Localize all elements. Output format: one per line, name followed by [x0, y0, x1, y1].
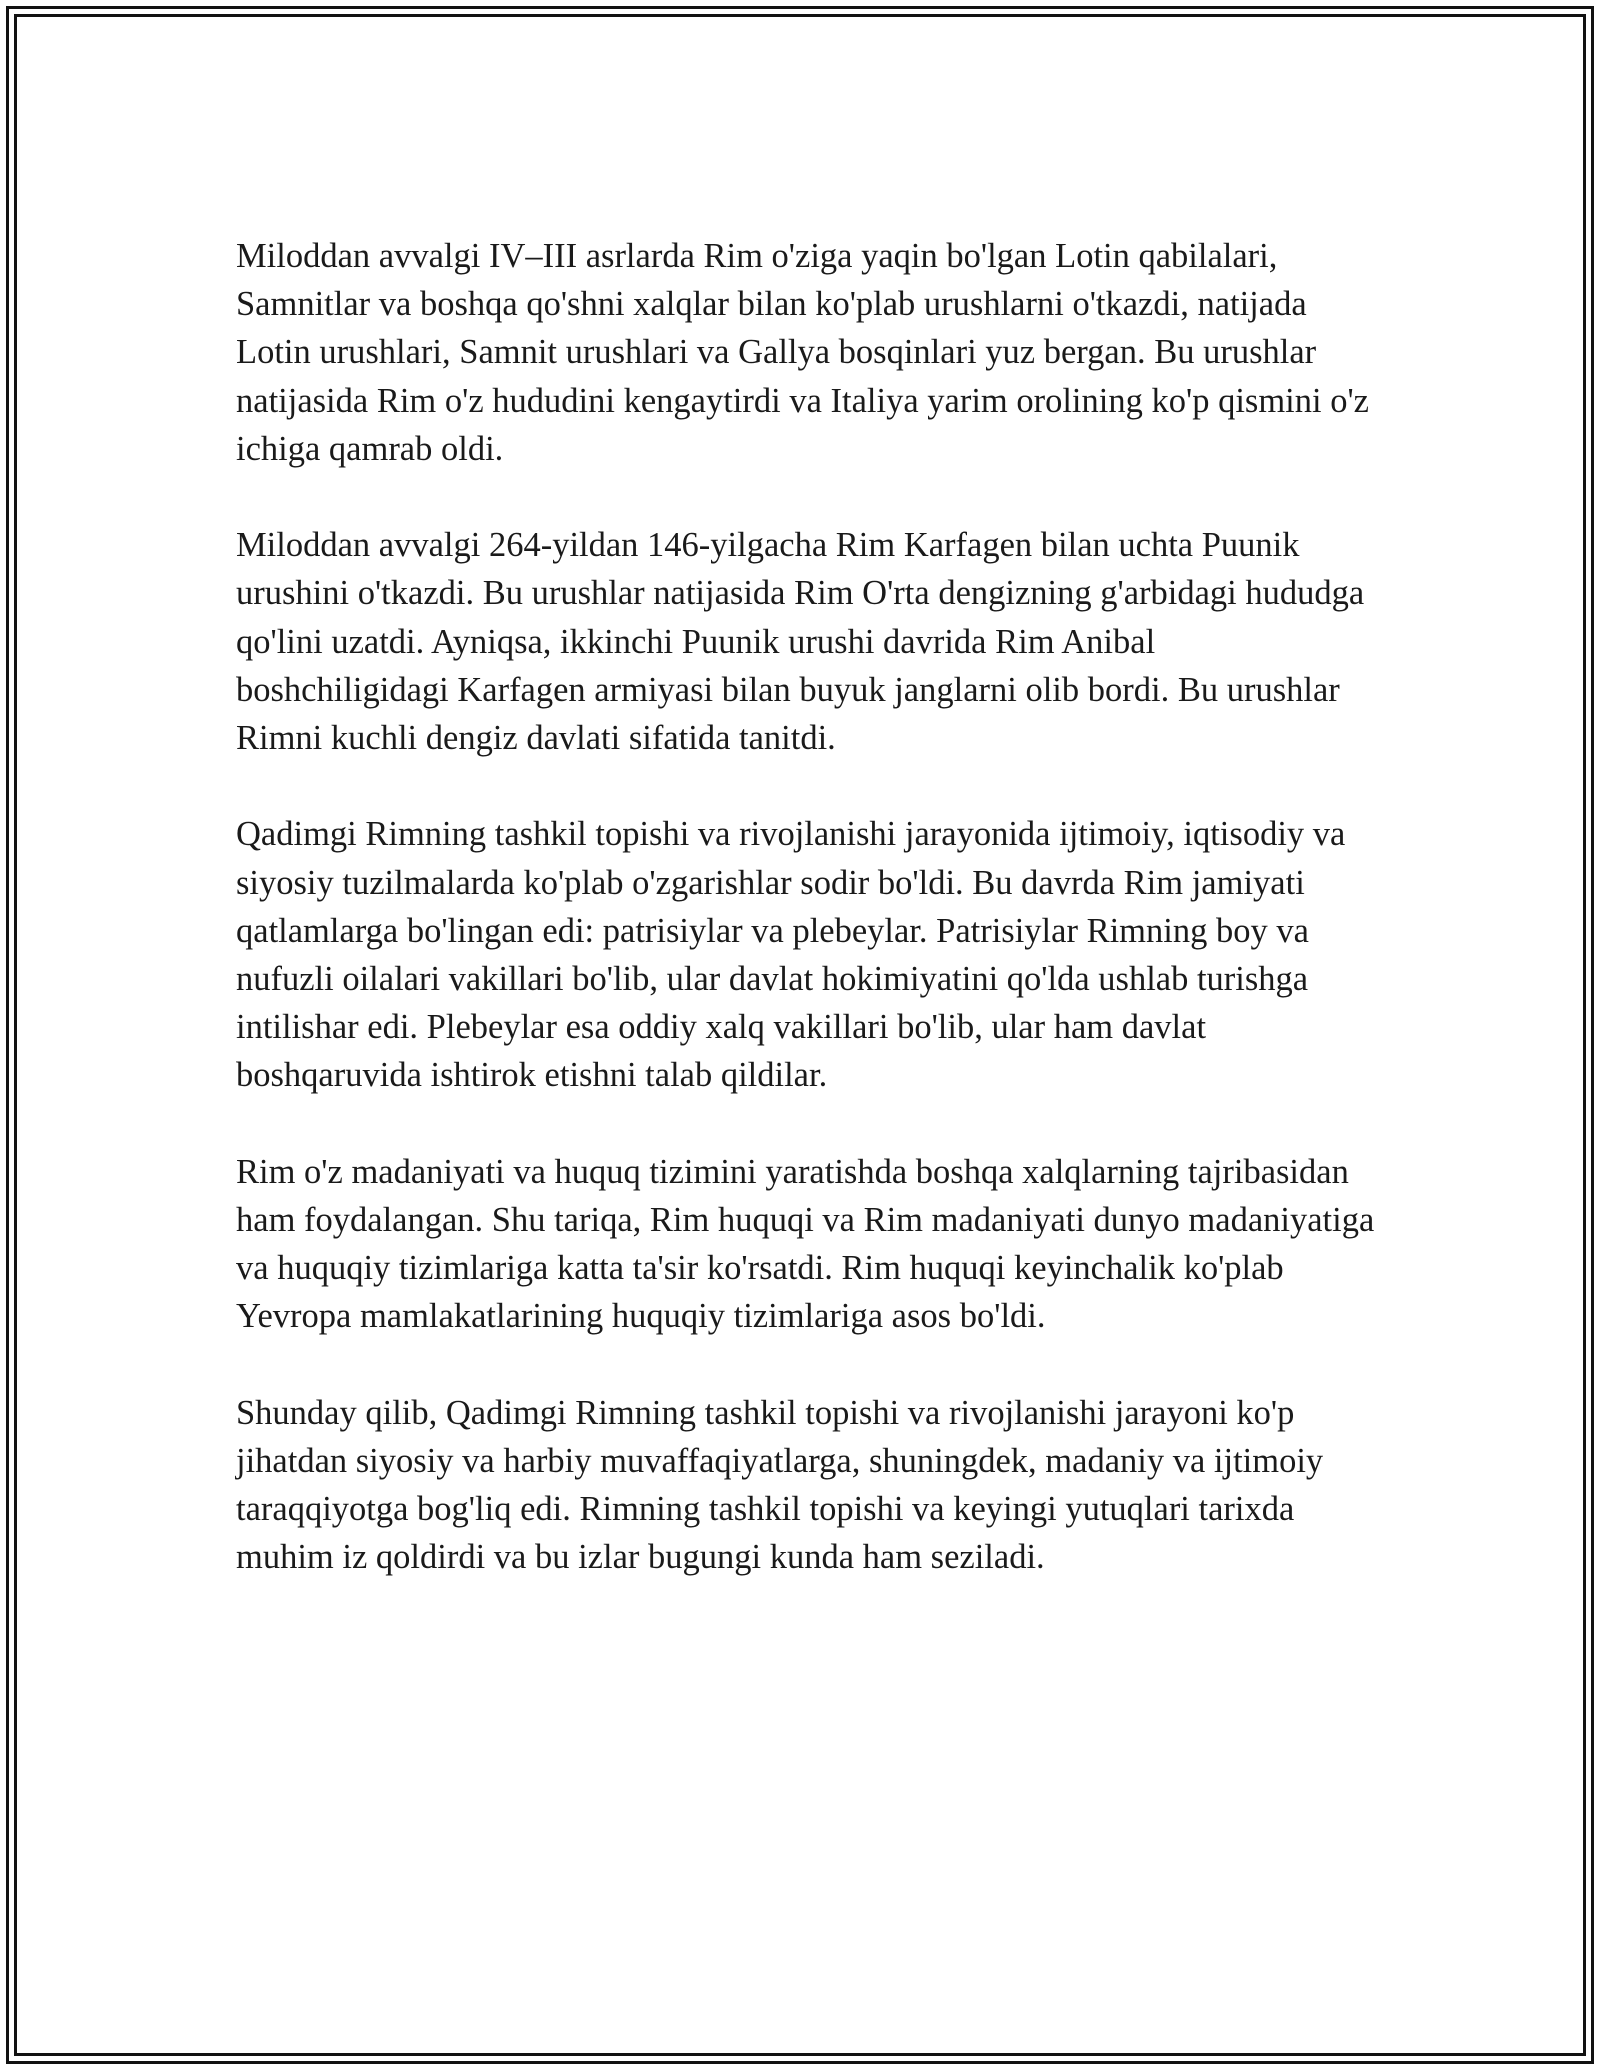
document-body [236, 232, 1376, 1630]
paragraph-4: Rim o'z madaniyati va huquq tizimini yaratishda boshqa xalqlarning tajribasidan ham foydalangan. Shu tariqa, Rim huquqi va Rim madaniyati dunyo madaniyatiga va huquqiy tizimlariga katta ta'sir ko'rsatdi. Rim huquqi keyinchalik ko'plab Yevropa mamlakatlarining huquqiy tizimlariga asos bo'ldi. [236, 1152, 1375, 1336]
paragraph-5: Shunday qilib, Qadimgi Rimning tashkil topishi va rivojlanishi jarayoni ko'p jihatdan siyosiy va harbiy muvaffaqiyatlarga, shuningdek, madaniy va ijtimoiy taraqqiyotga bog'liq edi. Rimning tashkil topishi va keyingi yutuqlari tarixda muhim iz qoldirdi va bu izlar bugungi kunda ham seziladi. [236, 1393, 1324, 1577]
paragraph-1: Miloddan avvalgi IV–III asrlarda Rim o'ziga yaqin bo'lgan Lotin qabilalari, Samnitlar va boshqa qo'shni xalqlar bilan ko'plab urushlarni o'tkazdi, natijada Lotin urushlari, Samnit urushlari va Gallya bosqinlari yuz bergan. Bu urushlar natijasida Rim o'z hududini kengaytirdi va Italiya yarim orolining ko'p qismini o'z ichiga qamrab oldi. [236, 237, 1369, 468]
paragraph-3: Qadimgi Rimning tashkil topishi va rivojlanishi jarayonida ijtimoiy, iqtisodiy va siyosiy tuzilmalarda ko'plab o'zgarishlar sodir bo'ldi. Bu davrda Rim jamiyati qatlamlarga bo'lingan edi: patrisiylar va plebeylar. Patrisiylar Rimning boy va nufuzli oilalari vakillari bo'lib, ular davlat hokimiyatini qo'lda ushlab turishga intilishar edi. Plebeylar esa oddiy xalq vakillari bo'lib, ular ham davlat boshqaruvida ishtirok etishni talab qildilar. [236, 815, 1346, 1095]
paragraph-2: Miloddan avvalgi 264-yildan 146-yilgacha Rim Karfagen bilan uchta Puunik urushini o'tkazdi. Bu urushlar natijasida Rim O'rta dengizning g'arbidagi hududga qo'lini uzatdi. Ayniqsa, ikkinchi Puunik urushi davrida Rim Anibal boshchiligidagi Karfagen armiyasi bilan buyuk janglarni olib bordi. Bu urushlar Rimni kuchli dengiz davlati sifatida tanitdi. [236, 526, 1365, 758]
